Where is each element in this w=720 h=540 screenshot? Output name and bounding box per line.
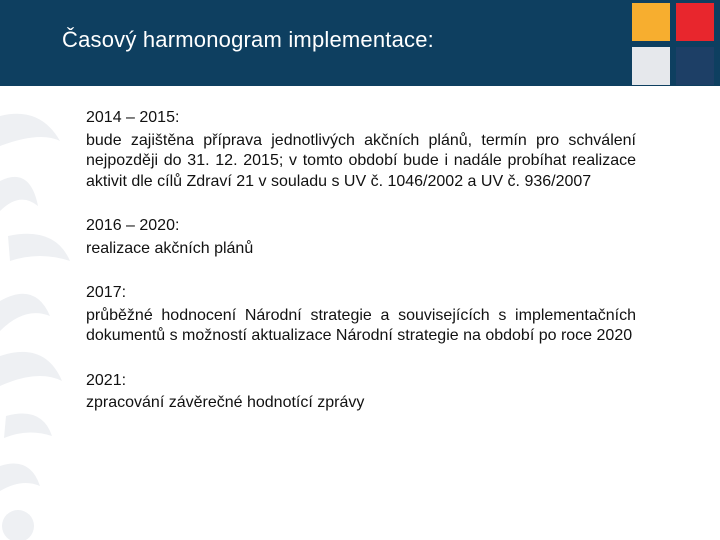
timeline-content [86, 108, 636, 438]
timeline-item [86, 371, 636, 414]
logo-square-red [676, 3, 714, 41]
logo-square-light [632, 47, 670, 85]
timeline-item [86, 216, 636, 259]
timeline-period: 2014 – 2015: [86, 109, 180, 126]
timeline-period: 2021: [86, 371, 127, 389]
timeline-description: bude zajištěna příprava jednotlivých akčních plánů, termín pro schválení nejpozději do 31. 12. 2015; v tomto období bude i nadále probíhat realizace aktivit dle cílů Zdraví 21 v souladu s UV č. 1046/2002 a UV č. 936/2007 [86, 131, 636, 190]
slide-title: Časový harmonogram implementace: [62, 27, 434, 52]
header-bar [0, 0, 720, 86]
timeline-item [86, 283, 636, 347]
timeline-period: 2017: [86, 284, 127, 301]
decorative-sun-icon [0, 86, 80, 540]
timeline-description: průběžné hodnocení Národní strategie a souvisejících s implementačních dokumentů s možností aktualizace Národní strategie na období po roce 2020 [86, 306, 636, 344]
timeline-description: realizace akčních plánů [86, 239, 254, 257]
timeline-description: zpracování závěrečné hodnotící zprávy [86, 394, 365, 411]
timeline-period: 2016 – 2020: [86, 217, 180, 234]
logo-square-navy [676, 47, 714, 85]
timeline-item [86, 108, 636, 192]
logo-square-orange [632, 3, 670, 41]
